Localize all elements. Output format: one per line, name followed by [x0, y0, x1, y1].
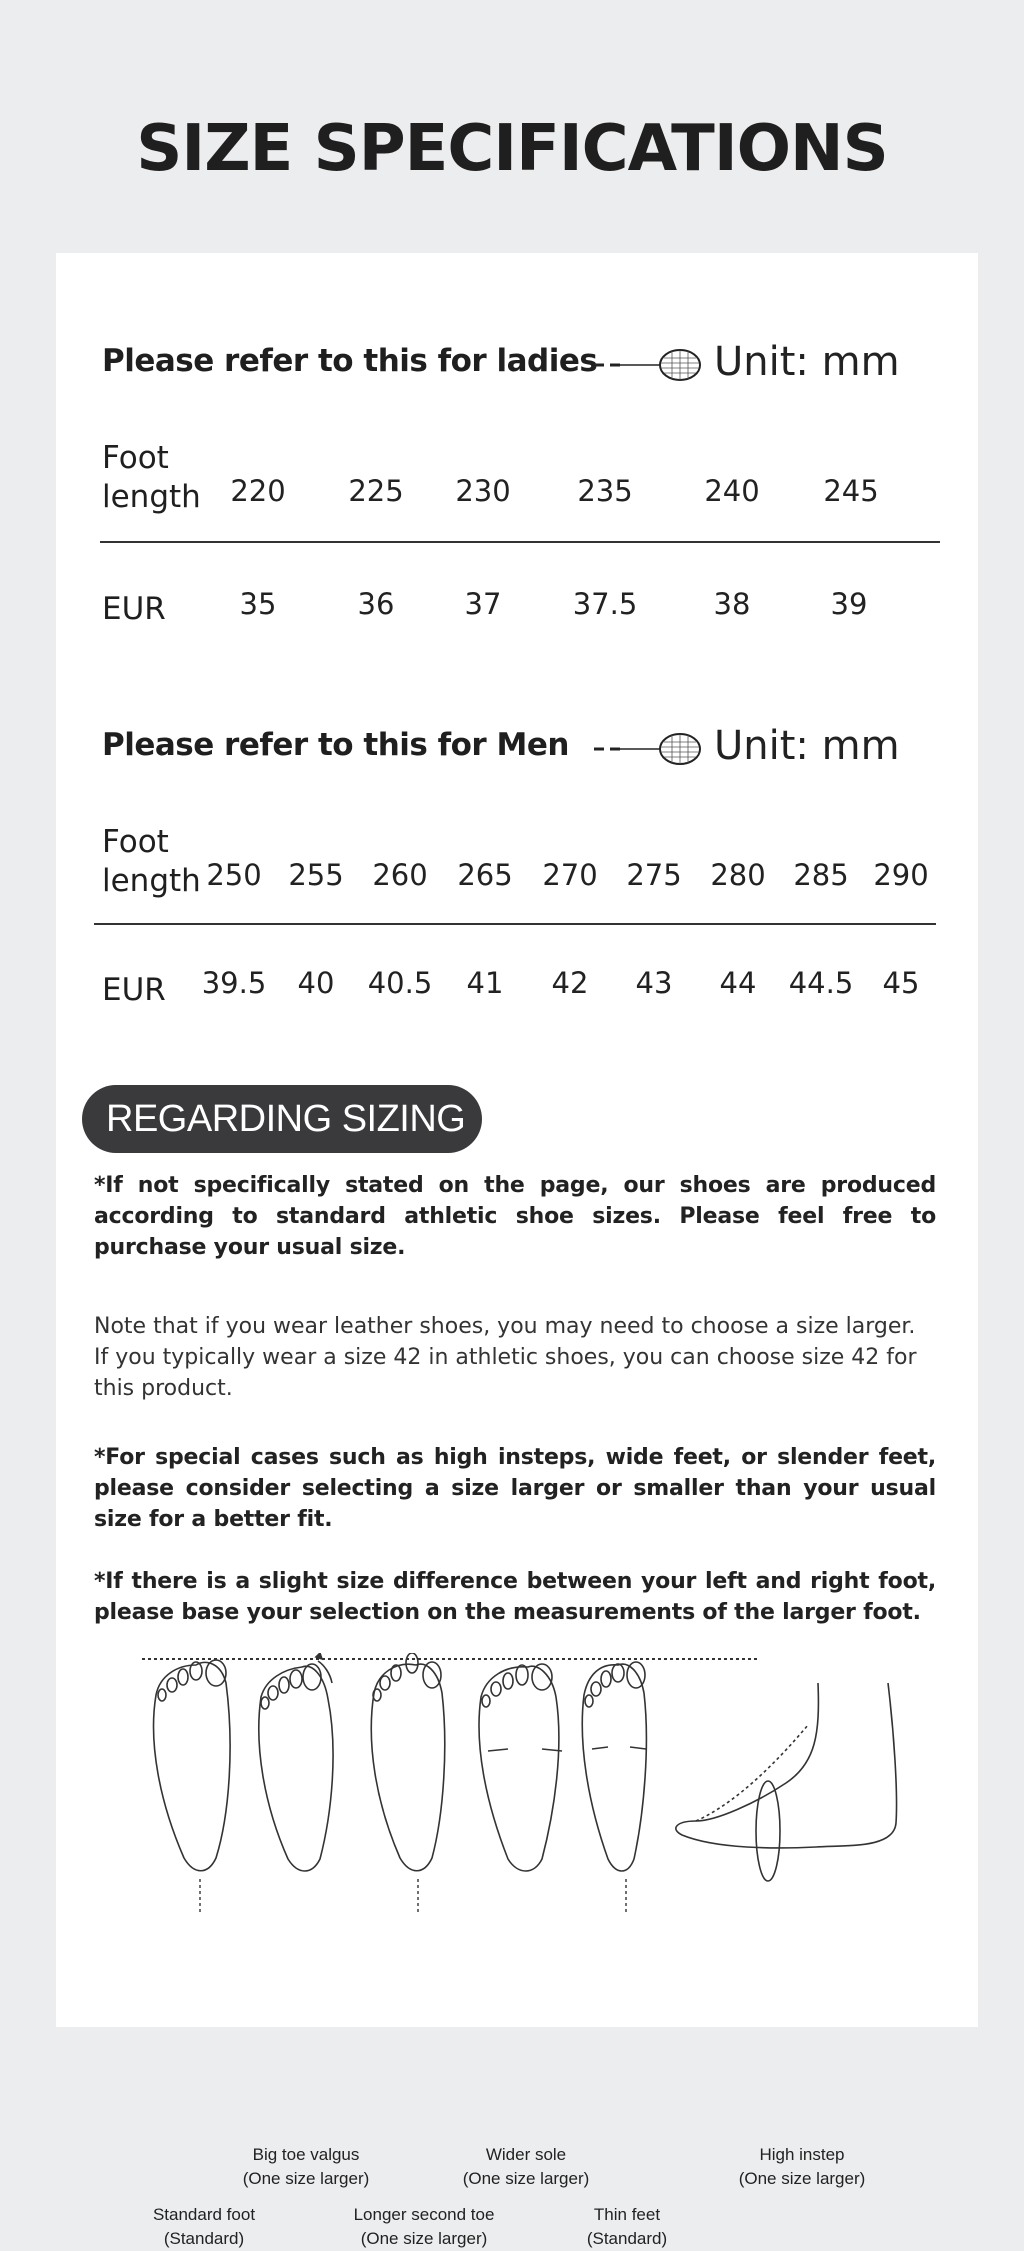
men-foot-cell: 260 — [372, 858, 428, 892]
page-title: SIZE SPECIFICATIONS — [136, 112, 888, 186]
men-foot-cell: 265 — [457, 858, 513, 892]
label-high-instep: High instep (One size larger) — [738, 2145, 866, 2188]
men-eur-cell: 40 — [297, 966, 335, 1000]
ladies-eur-cell: 37.5 — [572, 587, 638, 621]
ladies-foot-cell: 230 — [455, 474, 511, 508]
men-eur-cell: 39.5 — [201, 966, 267, 1000]
men-foot-label: Foot length — [102, 824, 201, 899]
men-eur-cell: 41 — [466, 966, 504, 1000]
ladies-foot-cell: 240 — [704, 474, 760, 508]
label-thin-feet: Thin feet (Standard) — [586, 2205, 668, 2248]
note-special-cases: *For special cases such as high insteps, wide feet, or slender feet, please consider selecting a size larger or smaller than your usual size for a better fit. — [94, 1445, 936, 1532]
men-foot-cell: 290 — [873, 858, 929, 892]
needle-icon — [594, 729, 702, 769]
ladies-eur-cell: 38 — [713, 587, 751, 621]
label-standard-foot: Standard foot (Standard) — [152, 2205, 256, 2248]
men-foot-cell: 280 — [710, 858, 766, 892]
ladies-eur-label: EUR — [102, 591, 166, 627]
men-foot-cell: 275 — [626, 858, 682, 892]
label-big-toe-valgus: Big toe valgus (One size larger) — [242, 2145, 370, 2188]
ladies-unit: Unit: mm — [714, 339, 900, 385]
men-foot-cell: 255 — [288, 858, 344, 892]
ladies-foot-cell: 225 — [348, 474, 404, 508]
men-divider — [94, 923, 936, 925]
foot-types-illustration — [56, 1653, 978, 2248]
regarding-sizing-badge: REGARDING SIZING — [82, 1085, 482, 1153]
ladies-eur-cell: 35 — [239, 587, 277, 621]
men-foot-cell: 250 — [206, 858, 262, 892]
note-standard-sizes: *If not specifically stated on the page, our shoes are produced according to standard athletic shoe sizes. Please feel free to purchase your usual size. — [94, 1173, 936, 1260]
size-panel — [56, 253, 978, 2248]
men-eur-cell: 44.5 — [788, 966, 854, 1000]
ladies-eur-cell: 36 — [357, 587, 395, 621]
ladies-eur-cell: 39 — [830, 587, 868, 621]
men-eur-cell: 42 — [551, 966, 589, 1000]
ladies-foot-cell: 245 — [823, 474, 879, 508]
ladies-heading: Please refer to this for ladies — [102, 343, 598, 379]
feet-drawing — [56, 1653, 978, 1913]
ladies-foot-label: Foot length — [102, 440, 201, 515]
men-eur-cell: 43 — [635, 966, 673, 1000]
note-leather-shoes: Note that if you wear leather shoes, you may need to choose a size larger. If you typically wear a size 42 in athletic shoes, you can choose size 42 for this product. — [94, 1314, 917, 1401]
men-heading: Please refer to this for Men — [102, 727, 569, 763]
men-eur-cell: 44 — [719, 966, 757, 1000]
label-wider-sole: Wider sole (One size larger) — [462, 2145, 590, 2188]
ladies-foot-cell: 220 — [230, 474, 286, 508]
needle-icon — [594, 345, 702, 385]
men-eur-label: EUR — [102, 972, 166, 1008]
men-unit: Unit: mm — [714, 723, 900, 769]
men-eur-cell: 45 — [882, 966, 920, 1000]
note-larger-foot: *If there is a slight size difference between your left and right foot, please base your selection on the measurements of the larger foot. — [94, 1569, 936, 1625]
men-foot-cell: 285 — [793, 858, 849, 892]
men-foot-cell: 270 — [542, 858, 598, 892]
ladies-foot-cell: 235 — [577, 474, 633, 508]
label-longer-second-toe: Longer second toe (One size larger) — [353, 2205, 495, 2248]
ladies-eur-cell: 37 — [464, 587, 502, 621]
ladies-divider — [100, 541, 940, 543]
men-eur-cell: 40.5 — [367, 966, 433, 1000]
